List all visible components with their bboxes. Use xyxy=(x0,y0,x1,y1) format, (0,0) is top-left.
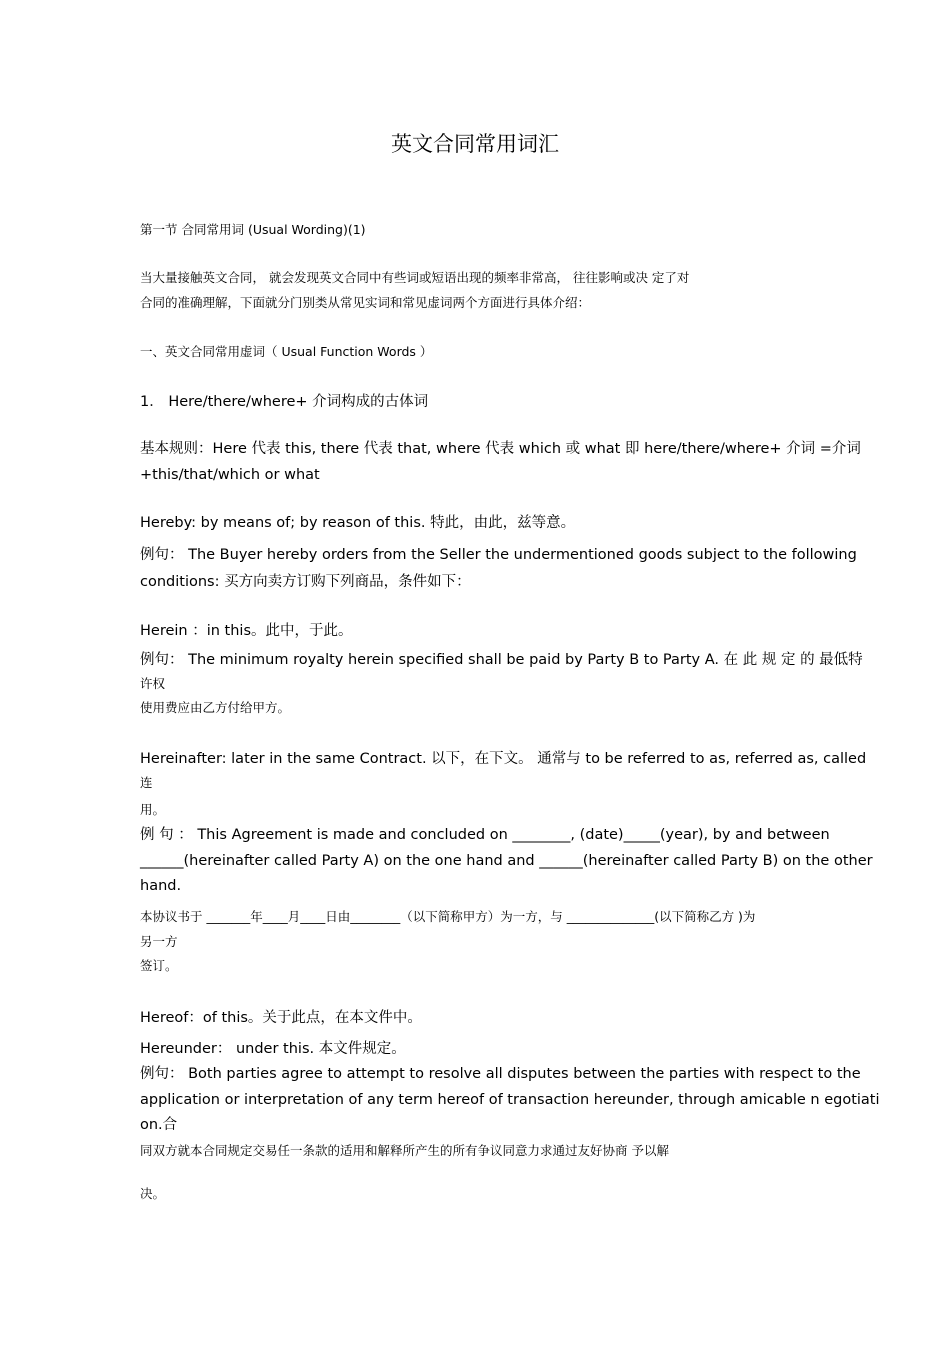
hereinafter-definition-2: 连 xyxy=(140,775,153,790)
hereof-definition: Hereof：of this。关于此点，在本文件中。 xyxy=(140,1010,422,1026)
hereinafter-definition-1: Hereinafter: later in the same Contract. 以下，在下文。 通常与 to be referred to as, referred as, called xyxy=(140,751,867,767)
hereinafter-chinese-2: 另一方 xyxy=(140,934,178,949)
herein-example-1: 例句： The minimum royalty herein specified shall be paid by Party B to Party A. 在 此 规 定 的 最低特 xyxy=(140,652,863,668)
hereinafter-definition-3: 用。 xyxy=(140,802,166,817)
hereby-example-2: conditions: 买方向卖方订购下列商品，条件如下： xyxy=(140,574,471,590)
page-title: 英文合同常用词汇 xyxy=(391,132,559,156)
hereinafter-example-3: hand. xyxy=(140,878,182,894)
hereunder-example-1: 例句： Both parties agree to attempt to resolve all disputes between the parties with respect to the xyxy=(140,1066,861,1082)
hereunder-chinese-2: 决。 xyxy=(140,1186,166,1201)
intro-line-2: 合同的准确理解，下面就分门别类从常见实词和常见虚词两个方面进行具体介绍： xyxy=(140,295,591,310)
hereunder-chinese-1: 同双方就本合同规定交易任一条款的适用和解释所产生的所有争议同意力求通过友好协商 予以解 xyxy=(140,1143,669,1158)
hereunder-example-3: on.合 xyxy=(140,1117,178,1133)
intro-line-1: 当大量接触英文合同， 就会发现英文合同中有些词或短语出现的频率非常高， 往往影响或决 定了对 xyxy=(140,270,690,285)
rule-line-2: +this/that/which or what xyxy=(140,467,320,483)
hereinafter-example-2: ______(hereinafter called Party A) on the one hand and ______(hereinafter called Party B) on the other xyxy=(140,853,873,869)
hereby-definition: Hereby: by means of; by reason of this. 特此，由此，兹等意。 xyxy=(140,515,576,531)
herein-example-2: 许权 xyxy=(140,676,166,691)
hereinafter-example-1: 例 句 ： This Agreement is made and concluded on ________, (date)_____(year), by and between xyxy=(140,827,830,843)
hereunder-example-2: application or interpretation of any term hereof of transaction hereunder, through amicable n egotiati xyxy=(140,1092,880,1108)
hereunder-definition: Hereunder： under this. 本文件规定。 xyxy=(140,1041,406,1057)
hereinafter-chinese-1: 本协议书于 _______年____月____日由________（以下简称甲方）为一方，与 ______________(以下简称乙方 )为 xyxy=(140,909,756,924)
herein-definition: Herein ：in this。此中，于此。 xyxy=(140,623,353,639)
part-heading: 一、英文合同常用虚词（ Usual Function Words ） xyxy=(140,344,433,359)
item-heading-1: 1． Here/there/where+ 介词构成的古体词 xyxy=(140,394,429,410)
hereby-example-1: 例句： The Buyer hereby orders from the Seller the undermentioned goods subject to the following xyxy=(140,547,857,563)
hereinafter-chinese-3: 签订。 xyxy=(140,958,178,973)
section-heading: 第一节 合同常用词 (Usual Wording)(1) xyxy=(140,222,366,237)
herein-example-3: 使用费应由乙方付给甲方。 xyxy=(140,700,291,715)
rule-line-1: 基本规则：Here 代表 this, there 代表 that, where 代表 which 或 what 即 here/there/where+ 介词 =介词 xyxy=(140,441,861,457)
